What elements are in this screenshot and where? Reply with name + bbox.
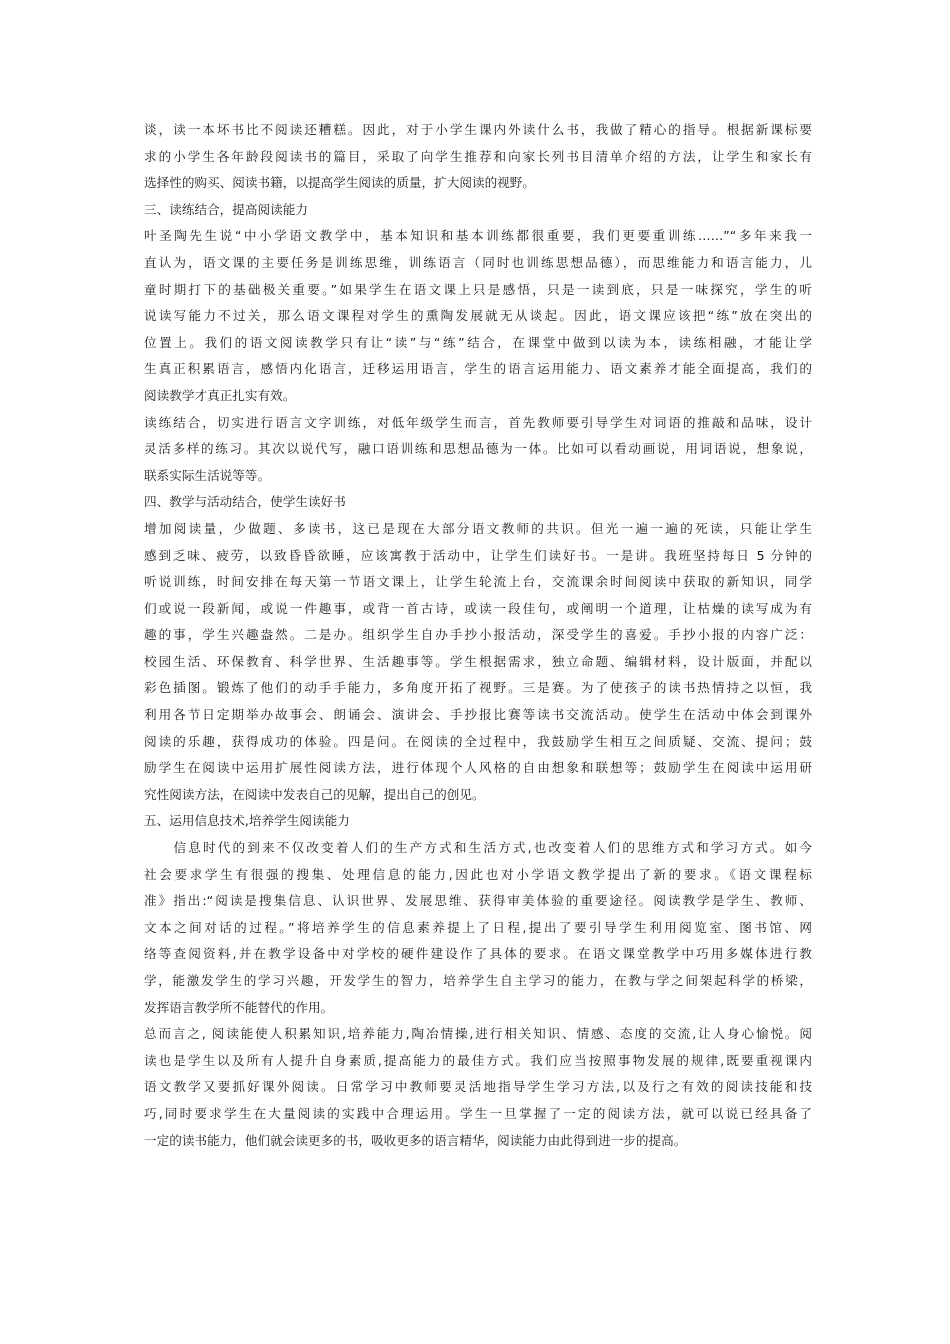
text-line: 络等查阅资料,并在教学设备中对学校的硬件建设作了具体的要求。在语文课堂教学中巧用多媒体进行教 [144,946,812,962]
text-line: 校园生活、环保教育、科学世界、生活趣事等。学生根据需求，独立命题、编辑材料，设计版面，并配以 [144,653,812,669]
section-heading: 五、运用信息技术,培养学生阅读能力 [144,813,350,829]
section-heading: 三、读练结合，提高阅读能力 [144,201,308,217]
text-line: 阅读教学才真正扎实有效。 [144,387,296,403]
text-line: 感到乏味、疲劳，以致昏昏欲睡，应该寓教于活动中，让学生们读好书。一是讲。我班坚持每日 5 分钟的 [144,547,812,563]
text-line: 读练结合，切实进行语言文字训练，对低年级学生而言，首先教师要引导学生对词语的推敲和品味，设计 [144,414,812,430]
text-line: 说读写能力不过关，那么语文课程对学生的熏陶发展就无从谈起。因此，语文课应该把“练”放在突出的 [144,308,812,324]
text-line: 谈，读一本坏书比不阅读还糟糕。因此，对于小学生课内外读什么书，我做了精心的指导。根据新课标要 [144,122,812,137]
document-body [144,117,812,1154]
text-line: 彩色插图。锻炼了他们的动手手能力，多角度开拓了视野。三是赛。为了使孩子的读书热情持之以恒，我 [144,680,812,696]
text-line: 们或说一段新闻，或说一件趣事，或背一首古诗，或读一段佳句，或阐明一个道理，让枯燥的读写成为有 [144,600,812,616]
text-line: 语文教学又要抓好课外阅读。日常学习中教师要灵活地指导学生学习方法,以及行之有效的阅读技能和技 [144,1079,812,1095]
text-line: 究性阅读方法，在阅读中发表自己的见解，提出自己的创见。 [144,786,485,802]
text-line: 灵活多样的练习。其次以说代写，融口语训练和思想品德为一体。比如可以看动画说，用词语说，想象说， [144,441,812,457]
text-line: 准》指出:“阅读是搜集信息、认识世界、发展思维、获得审美体验的重要途径。阅读教学是学生、教师、 [144,893,812,909]
text-line: 文本之间对话的过程。”将培养学生的信息素养提上了日程,提出了要引导学生利用阅览室、图书馆、网 [144,919,812,935]
section-heading: 四、教学与活动结合，使学生读好书 [144,494,346,510]
text-line: 趣的事，学生兴趣盎然。二是办。组织学生自办手抄小报活动，深受学生的喜爱。手抄小报的内容广泛： [144,627,812,643]
text-line: 学，能激发学生的学习兴趣，开发学生的智力，培养学生自主学习的能力，在教与学之间架起科学的桥梁， [144,973,812,988]
text-line: 阅读的乐趣，获得成功的体验。四是问。在阅读的全过程中，我鼓励学生相互之间质疑、交流、提问；鼓 [144,733,812,749]
text-line: 联系实际生活说等等。 [144,467,271,483]
text-line: 信息时代的到来不仅改变着人们的生产方式和生活方式,也改变着人们的思维方式和学习方式。如今 [144,840,812,856]
text-line: 总而言之, 阅读能使人积累知识,培养能力,陶冶情操,进行相关知识、情感、态度的交流,让人身心愉悦。阅 [144,1026,812,1042]
text-line: 增加阅读量，少做题、多读书，这已是现在大部分语文教师的共识。但光一遍一遍的死读，只能让学生 [144,520,812,536]
text-line: 利用各节日定期举办故事会、朗诵会、演讲会、手抄报比赛等读书交流活动。使学生在活动中体会到课外 [144,707,812,723]
text-line: 社会要求学生有很强的搜集、处理信息的能力,因此也对小学语文教学提出了新的要求。《语文课程标 [144,866,812,882]
text-line: 生真正积累语言，感悟内化语言，迁移运用语言，学生的语言运用能力、语文素养才能全面提高，我们的 [144,361,812,377]
text-line: 求的小学生各年龄段阅读书的篇目，采取了向学生推荐和向家长列书目清单介绍的方法，让学生和家长有 [144,148,812,164]
text-line: 励学生在阅读中运用扩展性阅读方法，进行体现个人风格的自由想象和联想等；鼓励学生在阅读中运用研 [144,760,812,776]
text-line: 直认为，语文课的主要任务是训练思维，训练语言（同时也训练思想品德），而思维能力和语言能力，儿 [144,254,812,270]
text-line: 一定的读书能力，他们就会读更多的书，吸收更多的语言精华，阅读能力由此得到进一步的提高。 [144,1132,687,1148]
text-line: 叶圣陶先生说“中小学语文教学中，基本知识和基本训练都很重要，我们更要重训练……”“多年来我一 [144,228,812,244]
text-line: 童时期打下的基础极关重要。”如果学生在语文课上只是感悟，只是一读到底，只是一味探究，学生的听 [144,281,812,297]
text-line: 读也是学生以及所有人提升自身素质,提高能力的最佳方式。我们应当按照事物发展的规律,既要重视课内 [144,1052,812,1068]
text-line: 发挥语言教学所不能替代的作用。 [144,999,334,1015]
text-line: 选择性的购买、阅读书籍，以提高学生阅读的质量，扩大阅读的视野。 [144,175,536,191]
text-line: 巧,同时要求学生在大量阅读的实践中合理运用。学生一旦掌握了一定的阅读方法，就可以说已经具备了 [144,1105,812,1121]
text-line: 听说训练，时间安排在每天第一节语文课上，让学生轮流上台，交流课余时间阅读中获取的新知识，同学 [144,574,812,590]
text-line: 位置上。我们的语文阅读教学只有让“读”与“练”结合，在课堂中做到以读为本，读练相融，才能让学 [144,334,812,350]
